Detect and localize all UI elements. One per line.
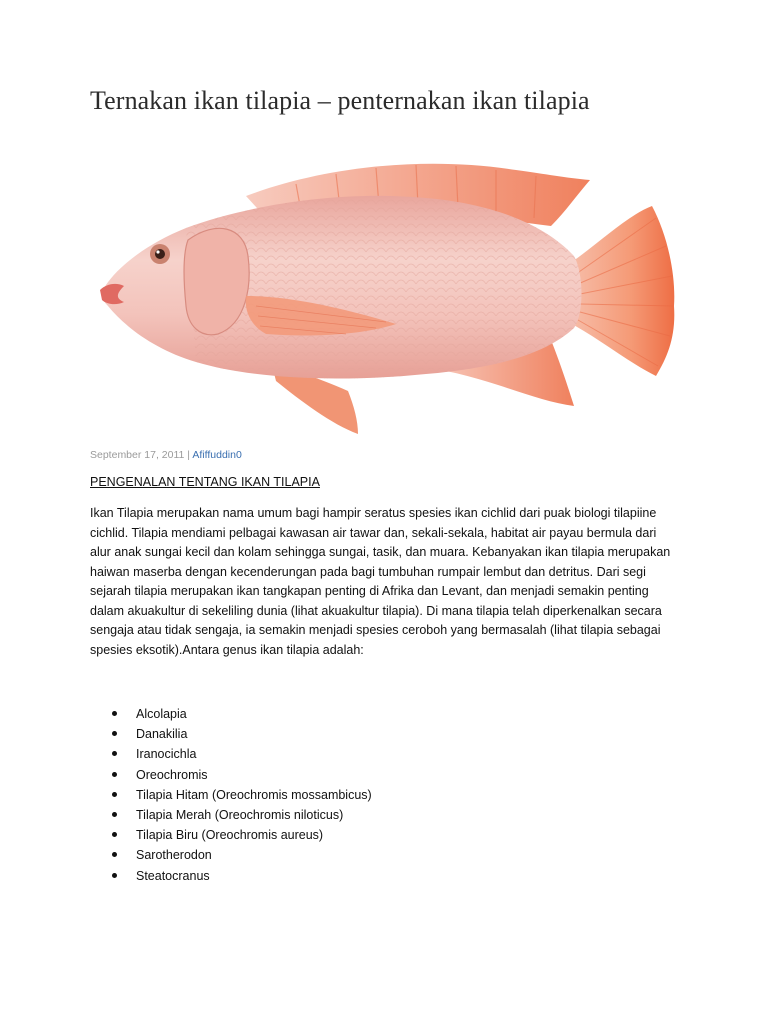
- post-date: September 17, 2011: [90, 449, 185, 461]
- genus-list: [90, 704, 372, 886]
- list-item: [90, 704, 372, 724]
- list-item: [90, 765, 372, 785]
- red-tilapia-fish-icon: [96, 156, 680, 442]
- genus-label: Steatocranus: [136, 868, 210, 883]
- intro-paragraph: Ikan Tilapia merupakan nama umum bagi hampir seratus spesies ikan cichlid dari puak biologi tilapiine cichlid. Tilapia mendiami pelbagai kawasan air tawar dan, sekali-sekala, habitat air payau bermula dari alur anak sungai kecil dan kolam sehingga sungai, tasik, dan muara. Kebanyakan ikan tilapia merupakan haiwan maserba dengan kecenderungan pada bagi tumbuhan rumpair lembut dan detritus. Dari segi sejarah tilapia merupakan ikan tangkapan penting di Afrika dan Levant, dan menjadi semakin penting dalam akuakultur di sekeliling dunia (lihat akuakultur tilapia). Di mana tilapia telah diperkenalkan secara sengaja atau tidak sengaja, ia semakin menjadi spesies ceroboh yang bermasalah (lihat tilapia sebagai spesies eksotik).Antara genus ikan tilapia adalah:: [90, 506, 671, 657]
- genus-label: Alcolapia: [136, 707, 187, 721]
- section-heading: PENGENALAN TENTANG IKAN TILAPIA: [90, 475, 320, 489]
- genus-label: Sarotherodon: [136, 848, 212, 863]
- tilapia-fish-image: [96, 156, 680, 442]
- bullet-icon: [112, 772, 117, 777]
- bullet-icon: [112, 832, 117, 837]
- bullet-icon: [112, 731, 117, 736]
- list-item: [90, 866, 372, 886]
- genus-label: Tilapia Biru (Oreochromis aureus): [136, 828, 324, 843]
- bullet-icon: [112, 852, 117, 857]
- bullet-icon: [112, 812, 117, 817]
- list-item: [90, 805, 372, 825]
- list-item: [90, 785, 372, 805]
- list-item: [90, 845, 372, 865]
- bullet-icon: [112, 711, 117, 716]
- genus-label: Danakilia: [136, 727, 188, 742]
- post-meta: [90, 449, 242, 461]
- list-item: [90, 825, 372, 845]
- bullet-icon: [112, 751, 117, 756]
- author-link[interactable]: Afiffuddin0: [192, 449, 242, 461]
- genus-label: Tilapia Hitam (Oreochromis mossambicus): [136, 787, 372, 802]
- genus-label: Tilapia Merah (Oreochromis niloticus): [136, 808, 344, 823]
- bullet-icon: [112, 792, 117, 797]
- genus-label: Oreochromis: [136, 767, 208, 782]
- genus-label: Iranocichla: [136, 747, 197, 762]
- list-item: [90, 724, 372, 744]
- bullet-icon: [112, 873, 117, 878]
- meta-separator: |: [187, 449, 191, 461]
- article-title: Ternakan ikan tilapia – penternakan ikan tilapia: [90, 86, 590, 115]
- list-item: [90, 744, 372, 764]
